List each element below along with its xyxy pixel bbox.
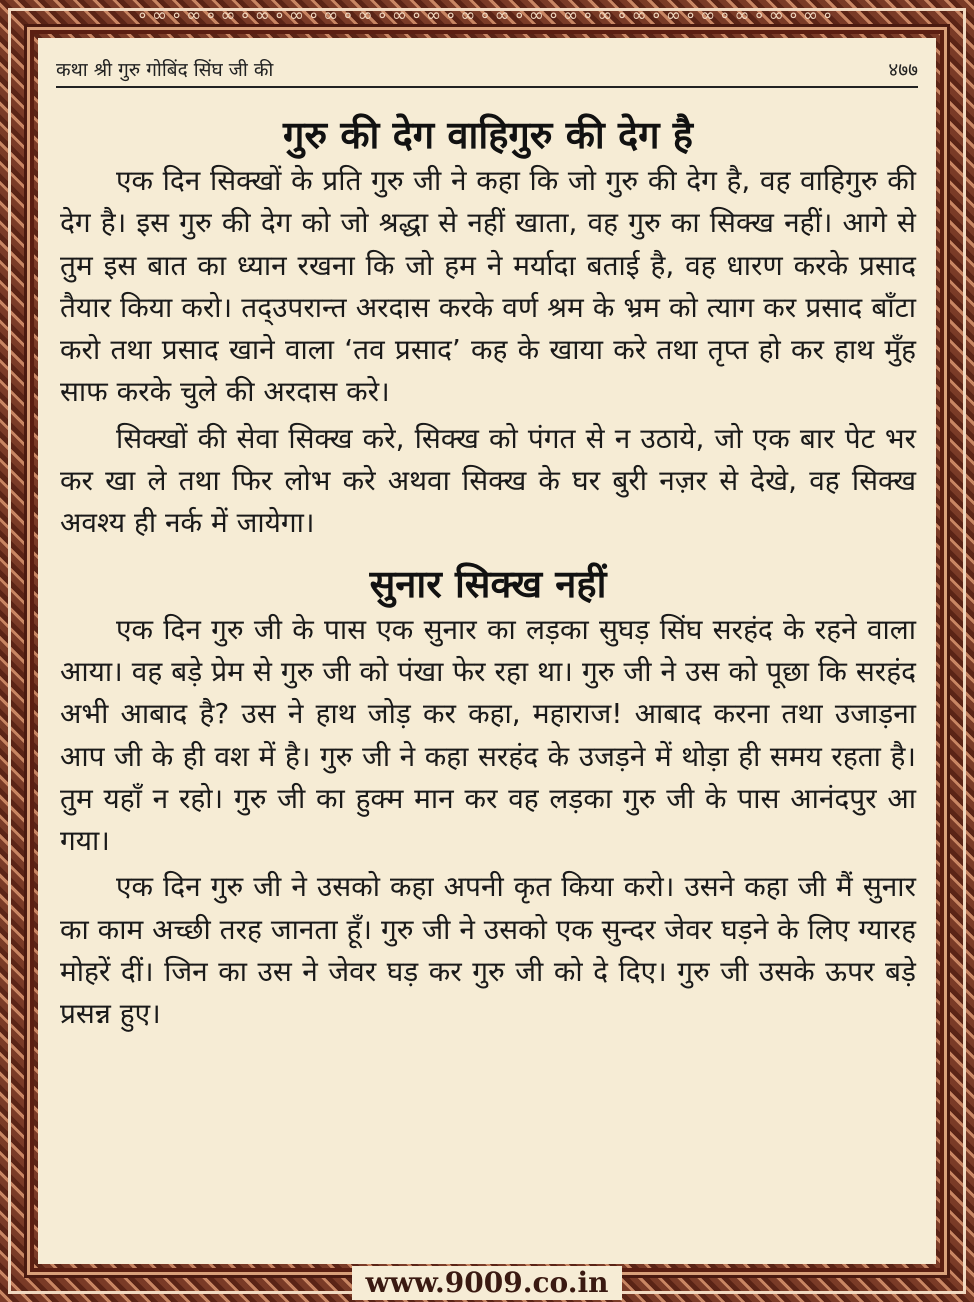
- website-url[interactable]: www.9009.co.in: [352, 1266, 623, 1300]
- paragraph: एक दिन सिक्खों के प्रति गुरु जी ने कहा कि जो गुरु की देग है, वह वाहिगुरु की देग है। इस गुरु की देग को जो श्रद्धा से नहीं खाता, वह गुरु का सिक्ख नहीं। आगे से तुम इस बात का ध्यान रखना कि जो हम ने मर्यादा बताई है, वह धारण करके प्रसाद तैयार किया करो। तद्उपरान्त अरदास करके वर्ण श्रम के भ्रम को त्याग कर प्रसाद बाँटा करो तथा प्रसाद खाने वाला ‘तव प्रसाद’ कह के खाया करे तथा तृप्त हो कर हाथ मुँह साफ करके चुले की अरदास करे।: [60, 164, 916, 409]
- page-number: ४७७: [888, 59, 918, 81]
- paragraph: एक दिन गुरु जी के पास एक सुनार का लड़का सुघड़ सिंघ सरहंद के रहने वाला आया। वह बड़े प्रेम से गुरु जी को पंखा फेर रहा था। गुरु जी ने उस को पूछा कि सरहंद अभी आबाद है? उस ने हाथ जोड़ कर कहा, महाराज! आबाद करना तथा उजाड़ना आप जी के ही वश में है। गुरु जी ने कहा सरहंद के उजड़ने में थोड़ा ही समय रहता है। तुम यहाँ न रहो। गुरु जी का हुक्म मान कर वह लड़का गुरु जी के पास आनंदपुर आ गया।: [60, 612, 916, 858]
- top-ornament-band: ∘∞∘∞∘∞∘∞∘∞∘∞∘∞∘∞∘∞∘∞∘∞∘∞∘∞∘∞∘∞∘∞∘∞∘∞∘∞∘∞∘: [136, 4, 838, 26]
- section-title-deg: गुरु की देग वाहिगुरु की देग है: [283, 113, 693, 157]
- running-title: कथा श्री गुरु गोबिंद सिंघ जी की: [56, 59, 274, 81]
- page-header: [56, 52, 918, 88]
- book-page: [38, 38, 936, 1264]
- paragraph: एक दिन गुरु जी ने उसको कहा अपनी कृत किया करो। उसने कहा जी मैं सुनार का काम अच्छी तरह जानता हूँ। गुरु जी ने उसको एक सुन्दर जेवर घड़ने के लिए ग्यारह मोहरें दीं। जिन का उस ने जेवर घड़ कर गुरु जी को दे दिए। गुरु जी उसके ऊपर बड़े प्रसन्न हुए।: [60, 870, 916, 1031]
- paragraph: सिक्खों की सेवा सिक्ख करे, सिक्ख को पंगत से न उठाये, जो एक बार पेट भर कर खा ले तथा फिर लोभ करे अथवा सिक्ख के घर बुरी नज़र से देखे, वह सिक्ख अवश्य ही नर्क में जायेगा।: [60, 421, 916, 540]
- page-content: [60, 110, 916, 1040]
- section-title-sunar: सुनार सिक्ख नहीं: [369, 561, 607, 606]
- footer-band: [0, 1264, 974, 1302]
